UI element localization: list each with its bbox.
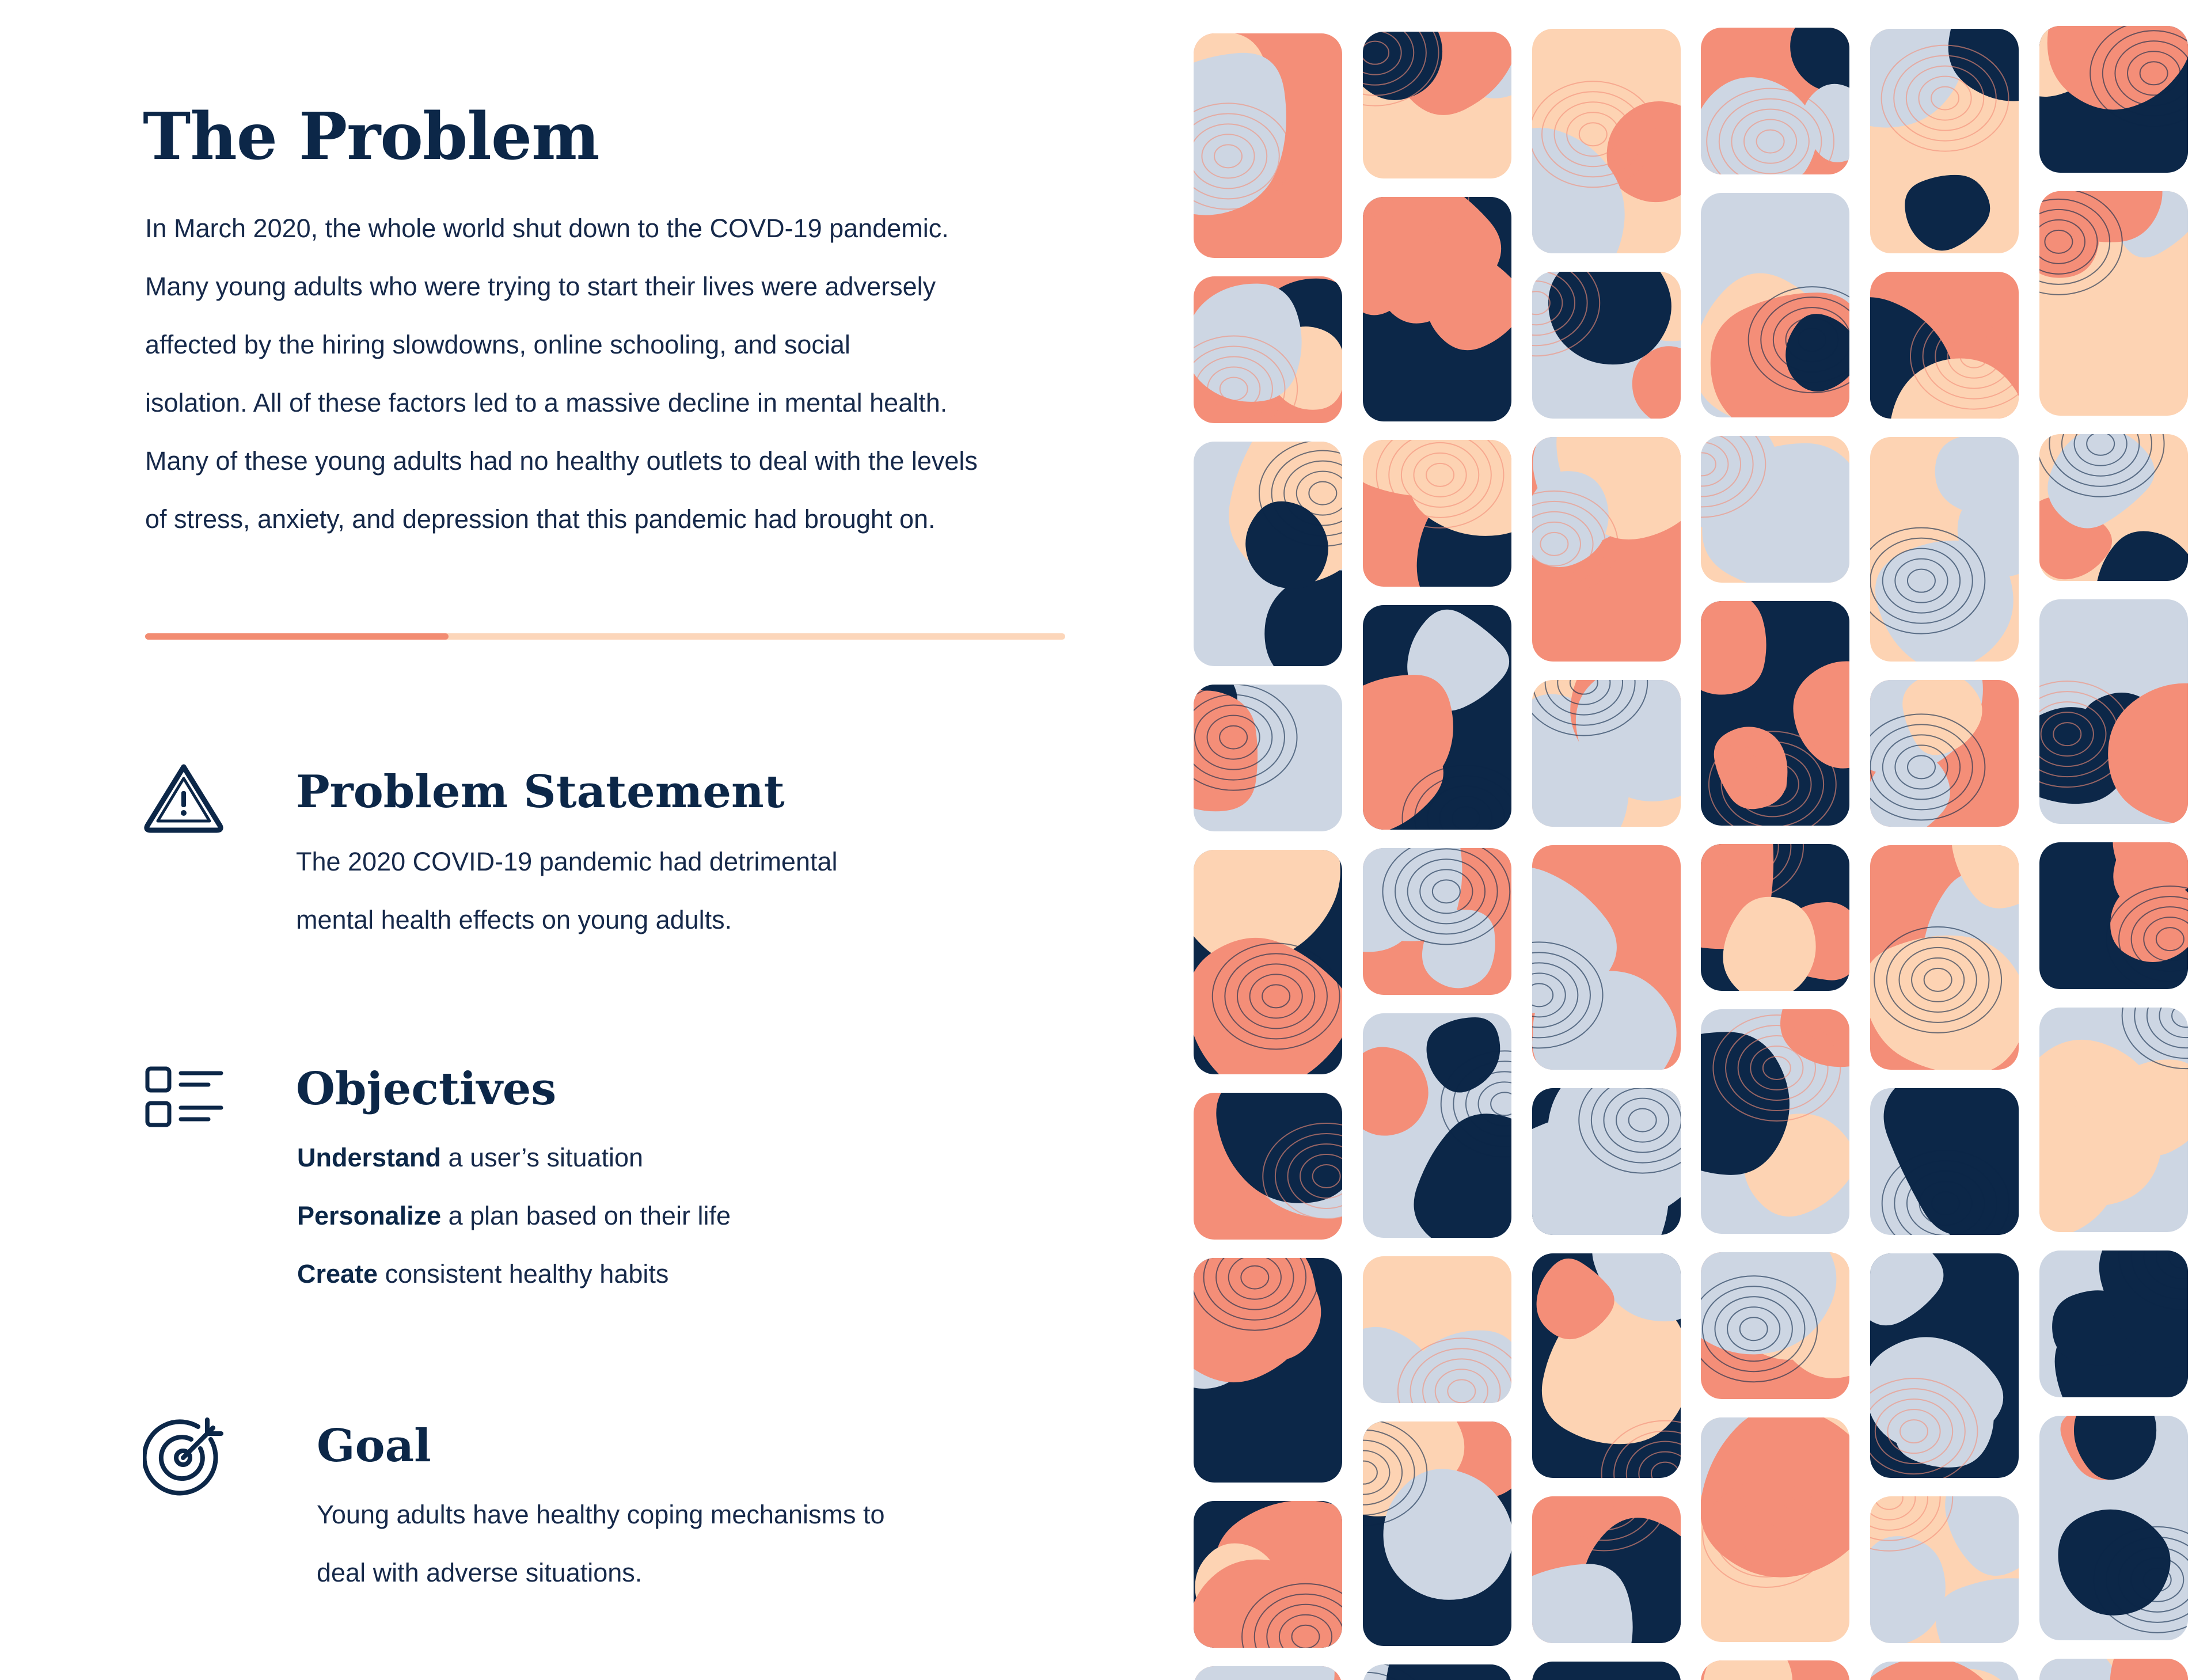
target-arrow-icon: [143, 1414, 228, 1498]
pattern-tile: [2039, 803, 2211, 992]
intro-line: of stress, anxiety, and depression that this pandemic had brought on.: [145, 504, 936, 534]
progress-bar-fill: [145, 633, 449, 640]
pattern-tile: [1491, 382, 1715, 662]
pattern-tile: [1498, 1052, 1718, 1271]
pattern-tile: [2039, 1384, 2211, 1640]
pattern-tile: [1194, 1063, 1390, 1240]
pattern-tile: [1995, 135, 2209, 416]
pattern-tile: [1532, 1211, 1728, 1526]
objectives-list: [297, 1128, 731, 1303]
goal-line: deal with adverse situations.: [317, 1558, 643, 1587]
pattern-tile: [1484, 629, 1726, 864]
pattern-tile: [1186, 276, 1355, 442]
checklist-icon: [145, 1066, 223, 1127]
pattern-tile: [1186, 1225, 1342, 1483]
pattern-tile: [1484, 1445, 1723, 1680]
pattern-tile: [1693, 193, 1875, 446]
intro-paragraph: [145, 199, 978, 548]
objective-keyword: Create: [297, 1259, 378, 1288]
pattern-tile: [1679, 1406, 1881, 1642]
pattern-tile: [1993, 963, 2211, 1238]
goal-heading: Goal: [317, 1420, 431, 1472]
warning-triangle-icon: [143, 761, 225, 835]
objective-item: [297, 1128, 731, 1187]
pattern-tile: [2039, 1204, 2211, 1453]
objective-text: a plan based on their life: [441, 1201, 731, 1230]
pattern-tile: [1186, 32, 1342, 258]
pattern-tile: [1317, 805, 1511, 995]
objective-text: consistent healthy habits: [378, 1259, 669, 1288]
pattern-tile: [1339, 144, 1525, 421]
problem-statement-line: mental health effects on young adults.: [296, 905, 732, 934]
pattern-tile: [1312, 0, 1534, 178]
decorative-tile-pattern: [1186, 0, 2211, 1680]
problem-statement-line: The 2020 COVID-19 pandemic had detrimental: [296, 847, 838, 876]
problem-statement-heading: Problem Statement: [296, 766, 785, 818]
objective-item: [297, 1245, 731, 1303]
progress-bar: [145, 633, 1065, 640]
goal-line: Young adults have healthy coping mechanisms to: [317, 1500, 885, 1529]
pattern-tile: [1986, 0, 2211, 173]
intro-line: Many of these young adults had no healthy outlets to deal with the levels: [145, 446, 978, 476]
pattern-tile: [1186, 665, 1342, 831]
objective-keyword: Understand: [297, 1143, 442, 1172]
objective-item: [297, 1187, 731, 1245]
objectives-heading: Objectives: [296, 1063, 557, 1115]
problem-statement-text: [296, 833, 838, 949]
pattern-tile: [1692, 11, 1876, 195]
pattern-tile: [2004, 599, 2211, 824]
pattern-tile: [1325, 1256, 1525, 1444]
pattern-tile: [1187, 1500, 1377, 1680]
intro-line: Many young adults who were trying to start their lives were adversely: [145, 272, 936, 301]
page-title: The Problem: [143, 99, 599, 174]
intro-line: isolation. All of these factors led to a massive decline in mental health.: [145, 388, 948, 417]
pattern-tile: [2022, 391, 2198, 626]
objective-keyword: Personalize: [297, 1201, 442, 1230]
intro-line: In March 2020, the whole world shut down to the COVD-19 pandemic.: [145, 214, 949, 243]
pattern-tile: [1850, 1231, 2019, 1484]
pattern-tile: [1671, 589, 1895, 837]
pattern-tile: [1858, 432, 2046, 670]
objective-text: a user’s situation: [441, 1143, 644, 1172]
pattern-tile: [1825, 1445, 2069, 1680]
intro-line: affected by the hiring slowdowns, online schooling, and social: [145, 330, 850, 359]
pattern-tile: [1502, 1662, 1681, 1680]
pattern-tile: [1863, 796, 2064, 1074]
goal-text: [317, 1485, 884, 1602]
